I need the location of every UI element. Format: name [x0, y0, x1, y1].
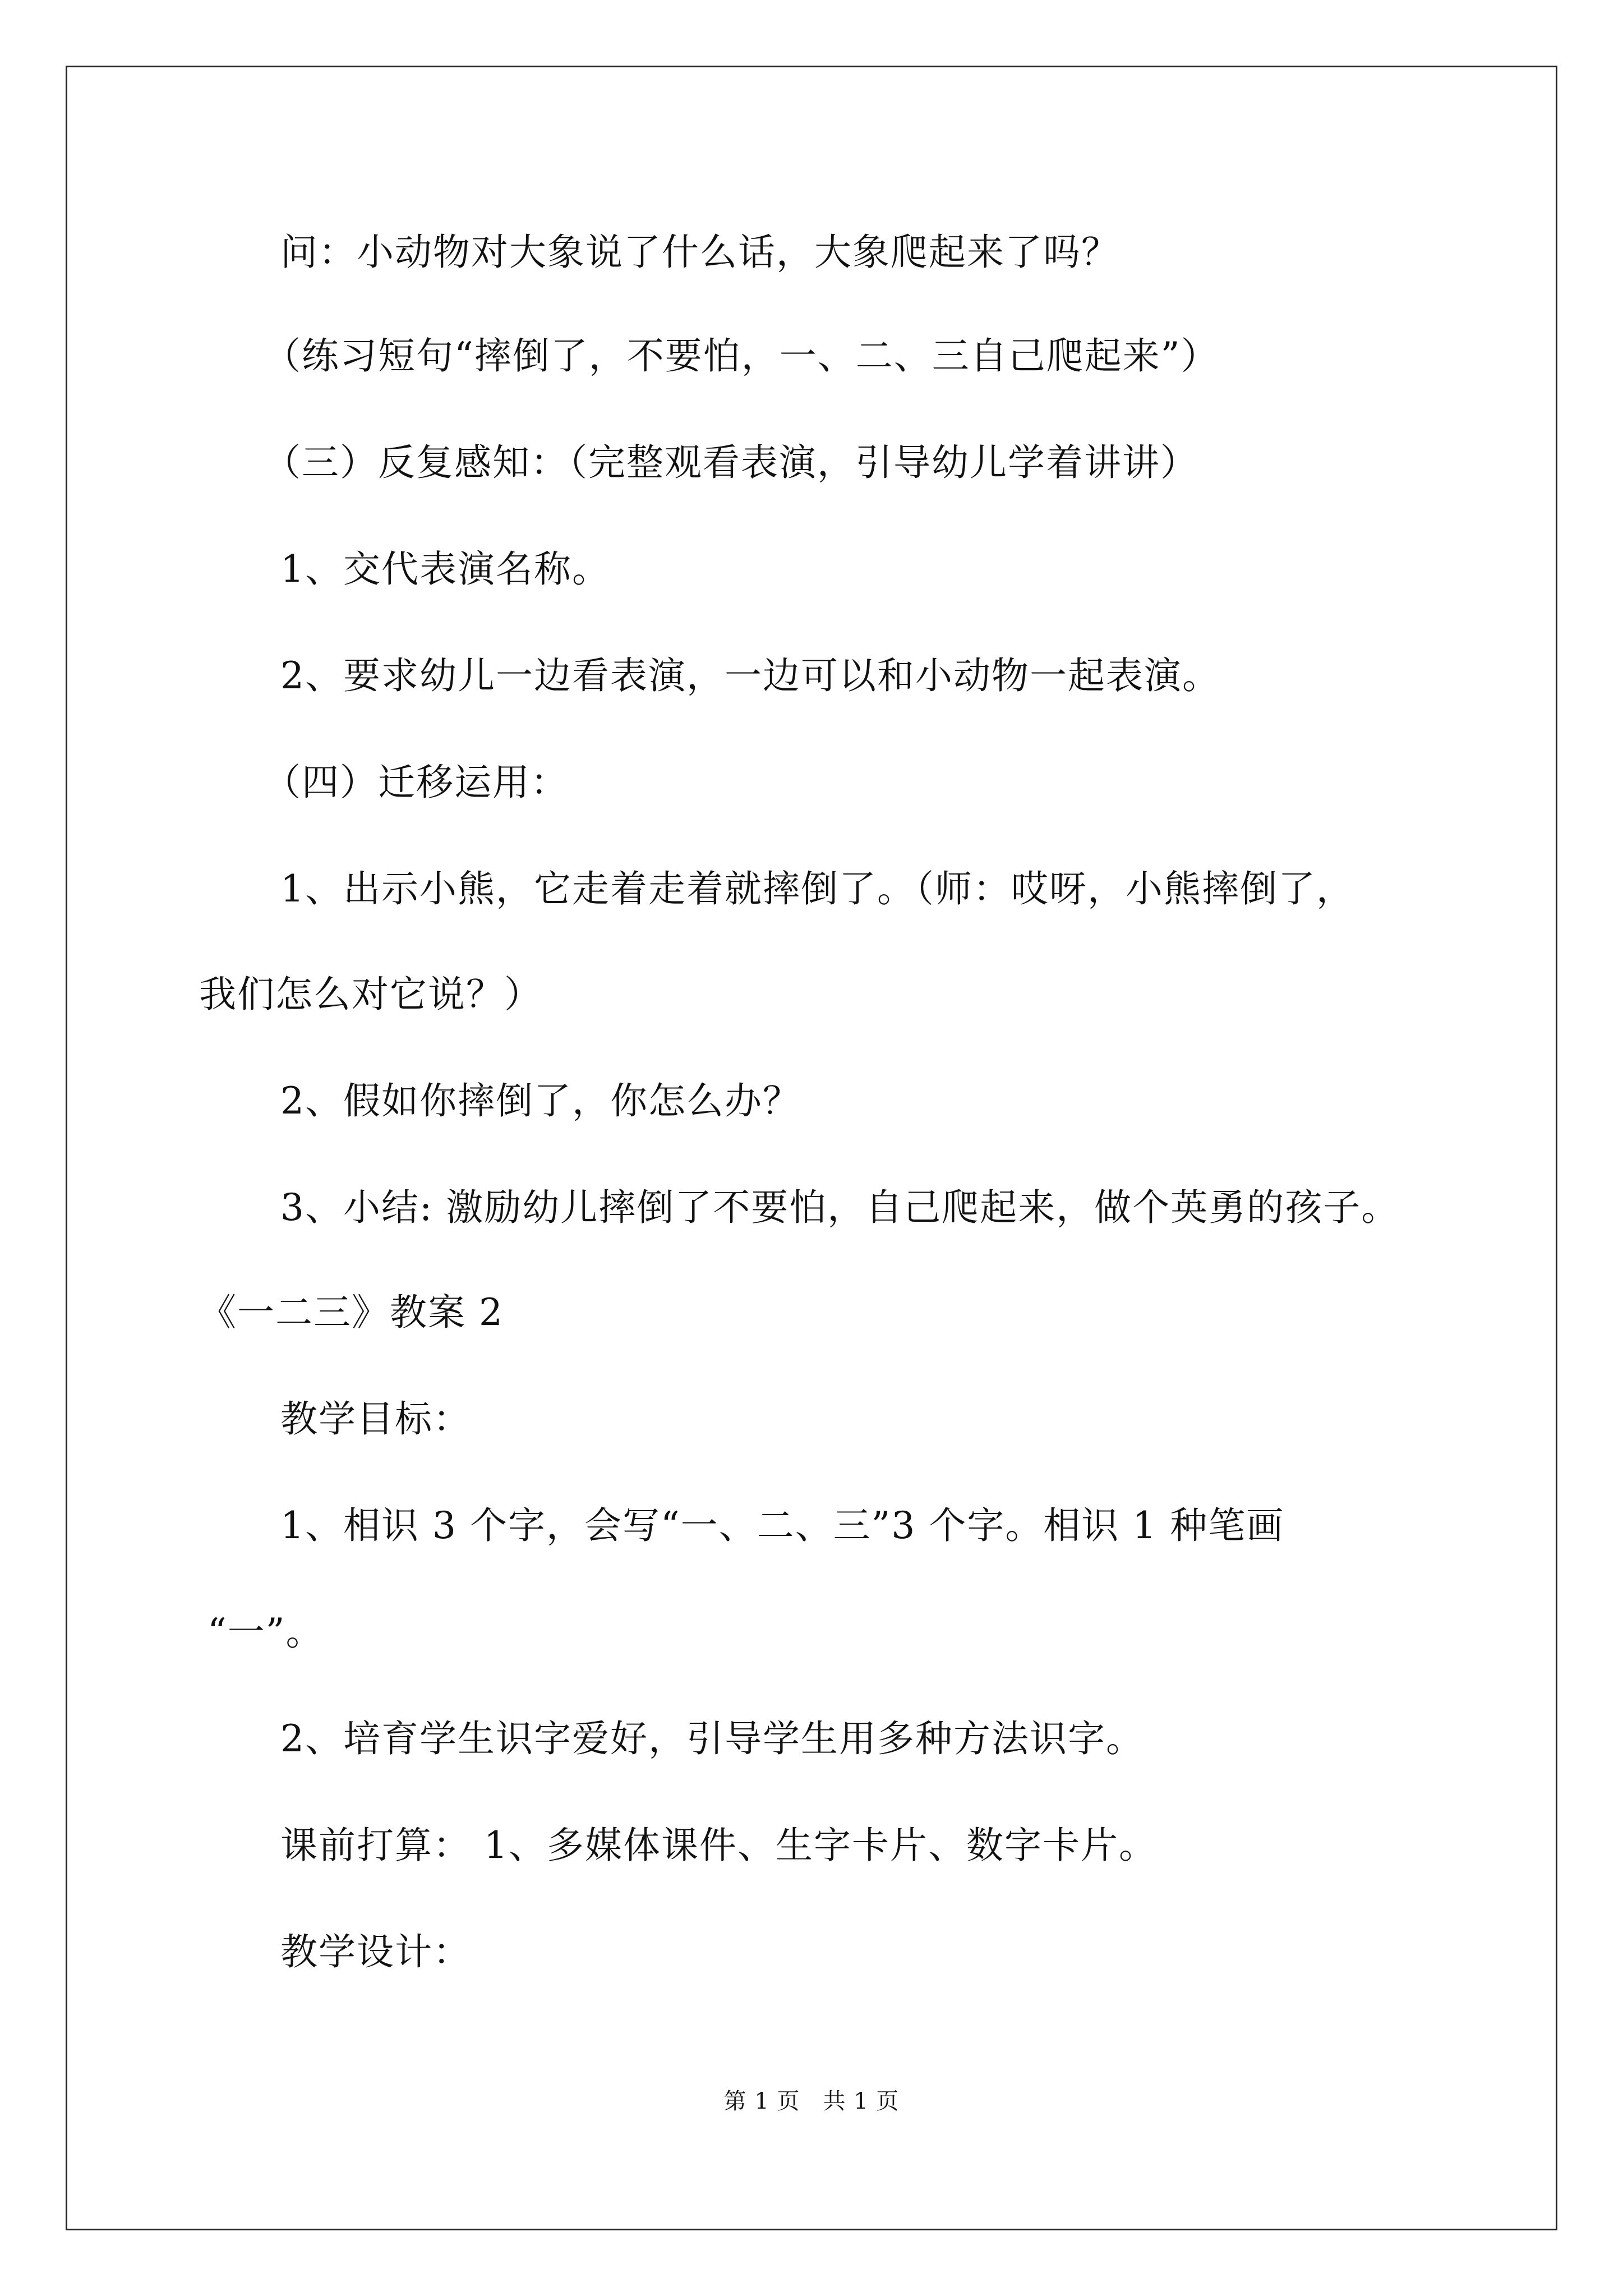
goal-item-1: 1、相识 3 个字，会写“一、二、三”3 个字。相识 1 种笔画 — [280, 1504, 1285, 1547]
lesson-plan-title: 《一二三》教案 2 — [199, 1291, 504, 1334]
page-border — [66, 66, 1557, 2230]
goal-item-1-continued: “一”。 — [208, 1611, 324, 1654]
list-item-3-summary: 3、小结: 激励幼儿摔倒了不要怕，自己爬起来，做个英勇的孩子。 — [280, 1186, 1400, 1229]
section-three-heading: （三）反复感知：（完整观看表演，引导幼儿学着讲讲） — [264, 441, 1198, 484]
list-item-1-bear: 1、出示小熊，它走着走着就摔倒了。（师：哎呀，小熊摔倒了， — [280, 867, 1354, 910]
preparation-line: 课前打算： 1、多媒体课件、生字卡片、数字卡片。 — [280, 1824, 1157, 1867]
goal-item-2: 2、培育学生识字爱好，引导学生用多种方法识字。 — [280, 1717, 1144, 1760]
practice-sentence-line: （练习短句“摔倒了，不要怕，一、二、三自己爬起来”） — [264, 334, 1219, 378]
teaching-design-heading: 教学设计： — [280, 1930, 471, 1973]
list-item-1: 1、交代表演名称。 — [280, 547, 610, 591]
list-item-2: 2、要求幼儿一边看表演，一边可以和小动物一起表演。 — [280, 654, 1220, 697]
list-item-1-bear-continued: 我们怎么对它说？） — [199, 973, 542, 1016]
list-item-2-fall: 2、假如你摔倒了，你怎么办？ — [280, 1079, 801, 1122]
page-footer: 第 1 页 共 1 页 — [723, 2088, 900, 2114]
teaching-goals-heading: 教学目标： — [280, 1397, 471, 1441]
section-four-heading: （四）迁移运用： — [264, 761, 569, 804]
question-line: 问：小动物对大象说了什么话，大象爬起来了吗？ — [280, 231, 1119, 274]
